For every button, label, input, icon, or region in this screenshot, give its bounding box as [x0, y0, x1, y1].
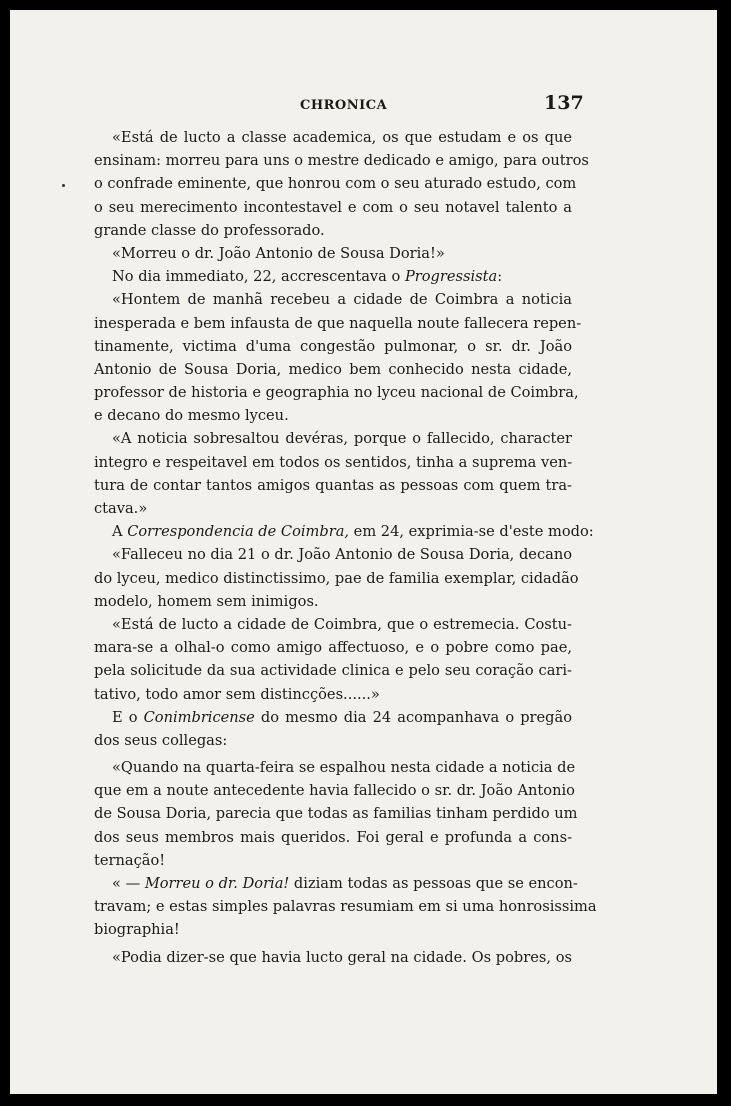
text-line: « — Morreu o dr. Doria! diziam todas as pessoas que se encon- [112, 875, 578, 892]
text-line: biographia! [94, 921, 180, 939]
page-header [10, 90, 717, 120]
text-line: pela solicitude da sua actividade clinica e pelo seu coração cari- [94, 662, 572, 680]
text-line: «Morreu o dr. João Antonio de Sousa Doria!» [112, 244, 445, 262]
text-line: «Falleceu no dia 21 o dr. João Antonio de Sousa Doria, decano [112, 546, 573, 564]
text-line: de Sousa Doria, parecia que todas as familias tinham perdido um [94, 805, 578, 823]
text-line: modelo, homem sem inimigos. [94, 592, 319, 610]
text-line: inesperada e bem infausta de que naquella noute fallecera repen- [94, 314, 582, 332]
text-line: tativo, todo amor sem distincções......» [94, 685, 380, 703]
text-line: «Hontem de manhã recebeu a cidade de Coimbra a noticia [112, 291, 572, 309]
text-line: «Está de lucto a classe academica, os que estudam e os que [112, 129, 572, 146]
text-line: No dia immediato, 22, accrescentava o Progressista: [112, 268, 503, 286]
quoted-exclamation: Morreu o dr. Doria! [144, 875, 290, 892]
text-line: professor de historia e geographia no lyceu nacional de Coimbra, [94, 384, 579, 402]
page-number: 137 [544, 92, 584, 114]
book-page [10, 10, 717, 1094]
newspaper-title: Progressista [404, 268, 498, 286]
text-line: o seu merecimento incontestavel e com o seu notavel talento a [94, 198, 572, 216]
text-line: A Correspondencia de Coimbra, em 24, exprimia-se d'este modo: [112, 523, 594, 541]
text-line: mara-se a olhal-o como amigo affectuoso, e o pobre como pae, [94, 639, 572, 657]
text-line: ctava.» [94, 500, 148, 517]
text-line: integro e respeitavel em todos os sentidos, tinha a suprema ven- [94, 453, 573, 471]
text-line: tura de contar tantos amigos quantas as pessoas com quem tra- [94, 476, 572, 494]
newspaper-title: Conimbricense [143, 708, 255, 726]
text-line: ensinam: morreu para uns o mestre dedicado e amigo, para outros [94, 152, 589, 170]
text-line: Antonio de Sousa Doria, medico bem conhecido nesta cidade, [94, 360, 572, 378]
text-line: «Quando na quarta-feira se espalhou nesta cidade a noticia de [112, 759, 576, 777]
text-line: dos seus collegas: [94, 731, 228, 749]
text-line: «A noticia sobresaltou devéras, porque o fallecido, character [112, 430, 572, 448]
text-line: «Está de lucto a cidade de Coimbra, que o estremecia. Costu- [112, 615, 572, 633]
text-line: tinamente, victima d'uma congestão pulmonar, o sr. dr. João [94, 337, 572, 355]
text-line: E o Conimbricense do mesmo dia 24 acompanhava o pregão [112, 708, 572, 726]
text-line: travam; e estas simples palavras resumiam em si uma honrosissima [94, 898, 597, 916]
text-line: que em a noute antecedente havia fallecido o sr. dr. João Antonio [94, 782, 575, 800]
scan-speck [62, 184, 65, 187]
text-line: grande classe do professorado. [94, 221, 325, 239]
body-text [94, 126, 597, 969]
text-line: o confrade eminente, que honrou com o seu aturado estudo, com [94, 175, 577, 193]
text-line: do lyceu, medico distinctissimo, pae de familia exemplar, cidadão [94, 569, 579, 587]
text-line: dos seus membros mais queridos. Foi geral e profunda a cons- [94, 828, 572, 846]
running-head: CHRONICA [300, 98, 388, 113]
text-line: «Podia dizer-se que havia lucto geral na cidade. Os pobres, os [112, 948, 572, 966]
text-line: e decano do mesmo lyceu. [94, 407, 289, 425]
text-line: ternação! [94, 851, 166, 869]
newspaper-title: Correspondencia de Coimbra, [127, 523, 350, 541]
